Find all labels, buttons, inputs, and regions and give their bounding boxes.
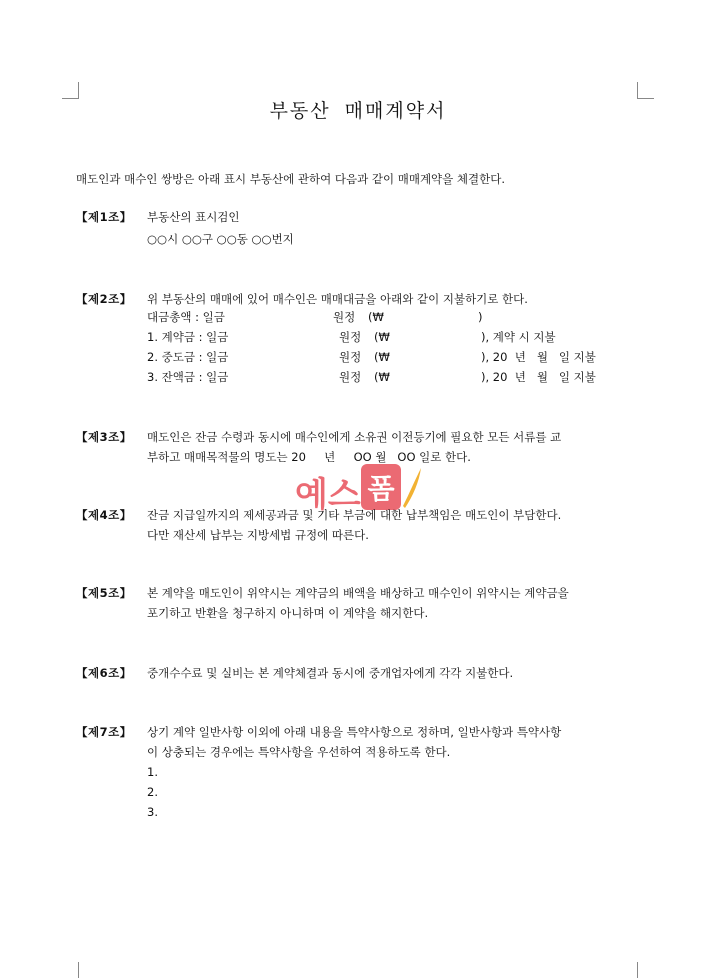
payment-2-paren: (₩ <box>374 350 390 364</box>
crop-mark-bottom-right <box>637 962 654 978</box>
article-5-line-2: 포기하고 반환을 청구하지 아니하며 이 계약을 해지한다. <box>147 606 429 620</box>
payment-3-label: 3. 잔액금 : 일금 <box>147 370 229 384</box>
payment-1-terms: ), 계약 시 지불 <box>481 330 556 344</box>
article-3-line-2: 부하고 매매목적물의 명도는 20 년 OO 월 OO 일로 한다. <box>147 450 471 464</box>
special-item-3: 3. <box>147 805 158 819</box>
article-3-label: 【제3조】 <box>76 430 132 444</box>
payment-3-terms: ), 20 년 월 일 지불 <box>481 370 596 384</box>
article-3-line-1: 매도인은 잔금 수령과 동시에 매수인에게 소유권 이전등기에 필요한 모든 서류를 교 <box>147 430 562 444</box>
total-amount-label: 대금총액 : 일금 <box>147 310 225 324</box>
article-7-line-1: 상기 계약 일반사항 이외에 아래 내용을 특약사항으로 정하며, 일반사항과 특약사항 <box>147 725 562 739</box>
article-2-label: 【제2조】 <box>76 292 132 306</box>
article-1-line-1: 부동산의 표시검인 <box>147 210 240 224</box>
article-4-line-2: 다만 재산세 납부는 지방세법 규정에 따른다. <box>147 528 369 542</box>
article-5-line-1: 본 계약을 매도인이 위약시는 계약금의 배액을 배상하고 매수인이 위약시는 계약금을 <box>147 586 569 600</box>
payment-1-paren: (₩ <box>374 330 390 344</box>
total-won-label: 원정 <box>333 310 356 324</box>
total-paren-close: ) <box>478 310 483 324</box>
article-7-label: 【제7조】 <box>76 725 132 739</box>
article-5-label: 【제5조】 <box>76 586 132 600</box>
svg-text:예스: 예스 <box>295 475 361 515</box>
article-6-label: 【제6조】 <box>76 666 132 680</box>
special-item-1: 1. <box>147 765 158 779</box>
article-4-label: 【제4조】 <box>76 508 132 522</box>
article-2-line-1: 위 부동산의 매매에 있어 매수인은 매매대금을 아래와 같이 지불하기로 한다. <box>147 292 528 306</box>
payment-2-terms: ), 20 년 월 일 지불 <box>481 350 596 364</box>
special-item-2: 2. <box>147 785 158 799</box>
crop-mark-bottom-left <box>62 962 79 978</box>
article-1-line-2: ○○시 ○○구 ○○동 ○○번지 <box>147 232 294 246</box>
payment-2-won: 원정 <box>339 350 362 364</box>
payment-1-won: 원정 <box>339 330 362 344</box>
total-paren-open: (₩ <box>368 310 384 324</box>
payment-1-label: 1. 계약금 : 일금 <box>147 330 229 344</box>
svg-text:폼: 폼 <box>367 472 395 505</box>
payment-3-paren: (₩ <box>374 370 390 384</box>
article-6-line-1: 중개수수료 및 실비는 본 계약체결과 동시에 중개업자에게 각각 지불한다. <box>147 666 514 680</box>
article-1-label: 【제1조】 <box>76 210 132 224</box>
intro-text: 매도인과 매수인 쌍방은 아래 표시 부동산에 관하여 다음과 같이 매매계약을 체결한다. <box>76 172 506 186</box>
payment-3-won: 원정 <box>339 370 362 384</box>
document-title: 부동산 매매계약서 <box>269 100 447 122</box>
payment-2-label: 2. 중도금 : 일금 <box>147 350 229 364</box>
article-4-line-1: 잔금 지급일까지의 제세공과금 및 기타 부금에 대한 납부책임은 매도인이 부담한다. <box>147 508 562 522</box>
article-7-line-2: 이 상충되는 경우에는 특약사항을 우선하여 적용하도록 한다. <box>147 745 451 759</box>
